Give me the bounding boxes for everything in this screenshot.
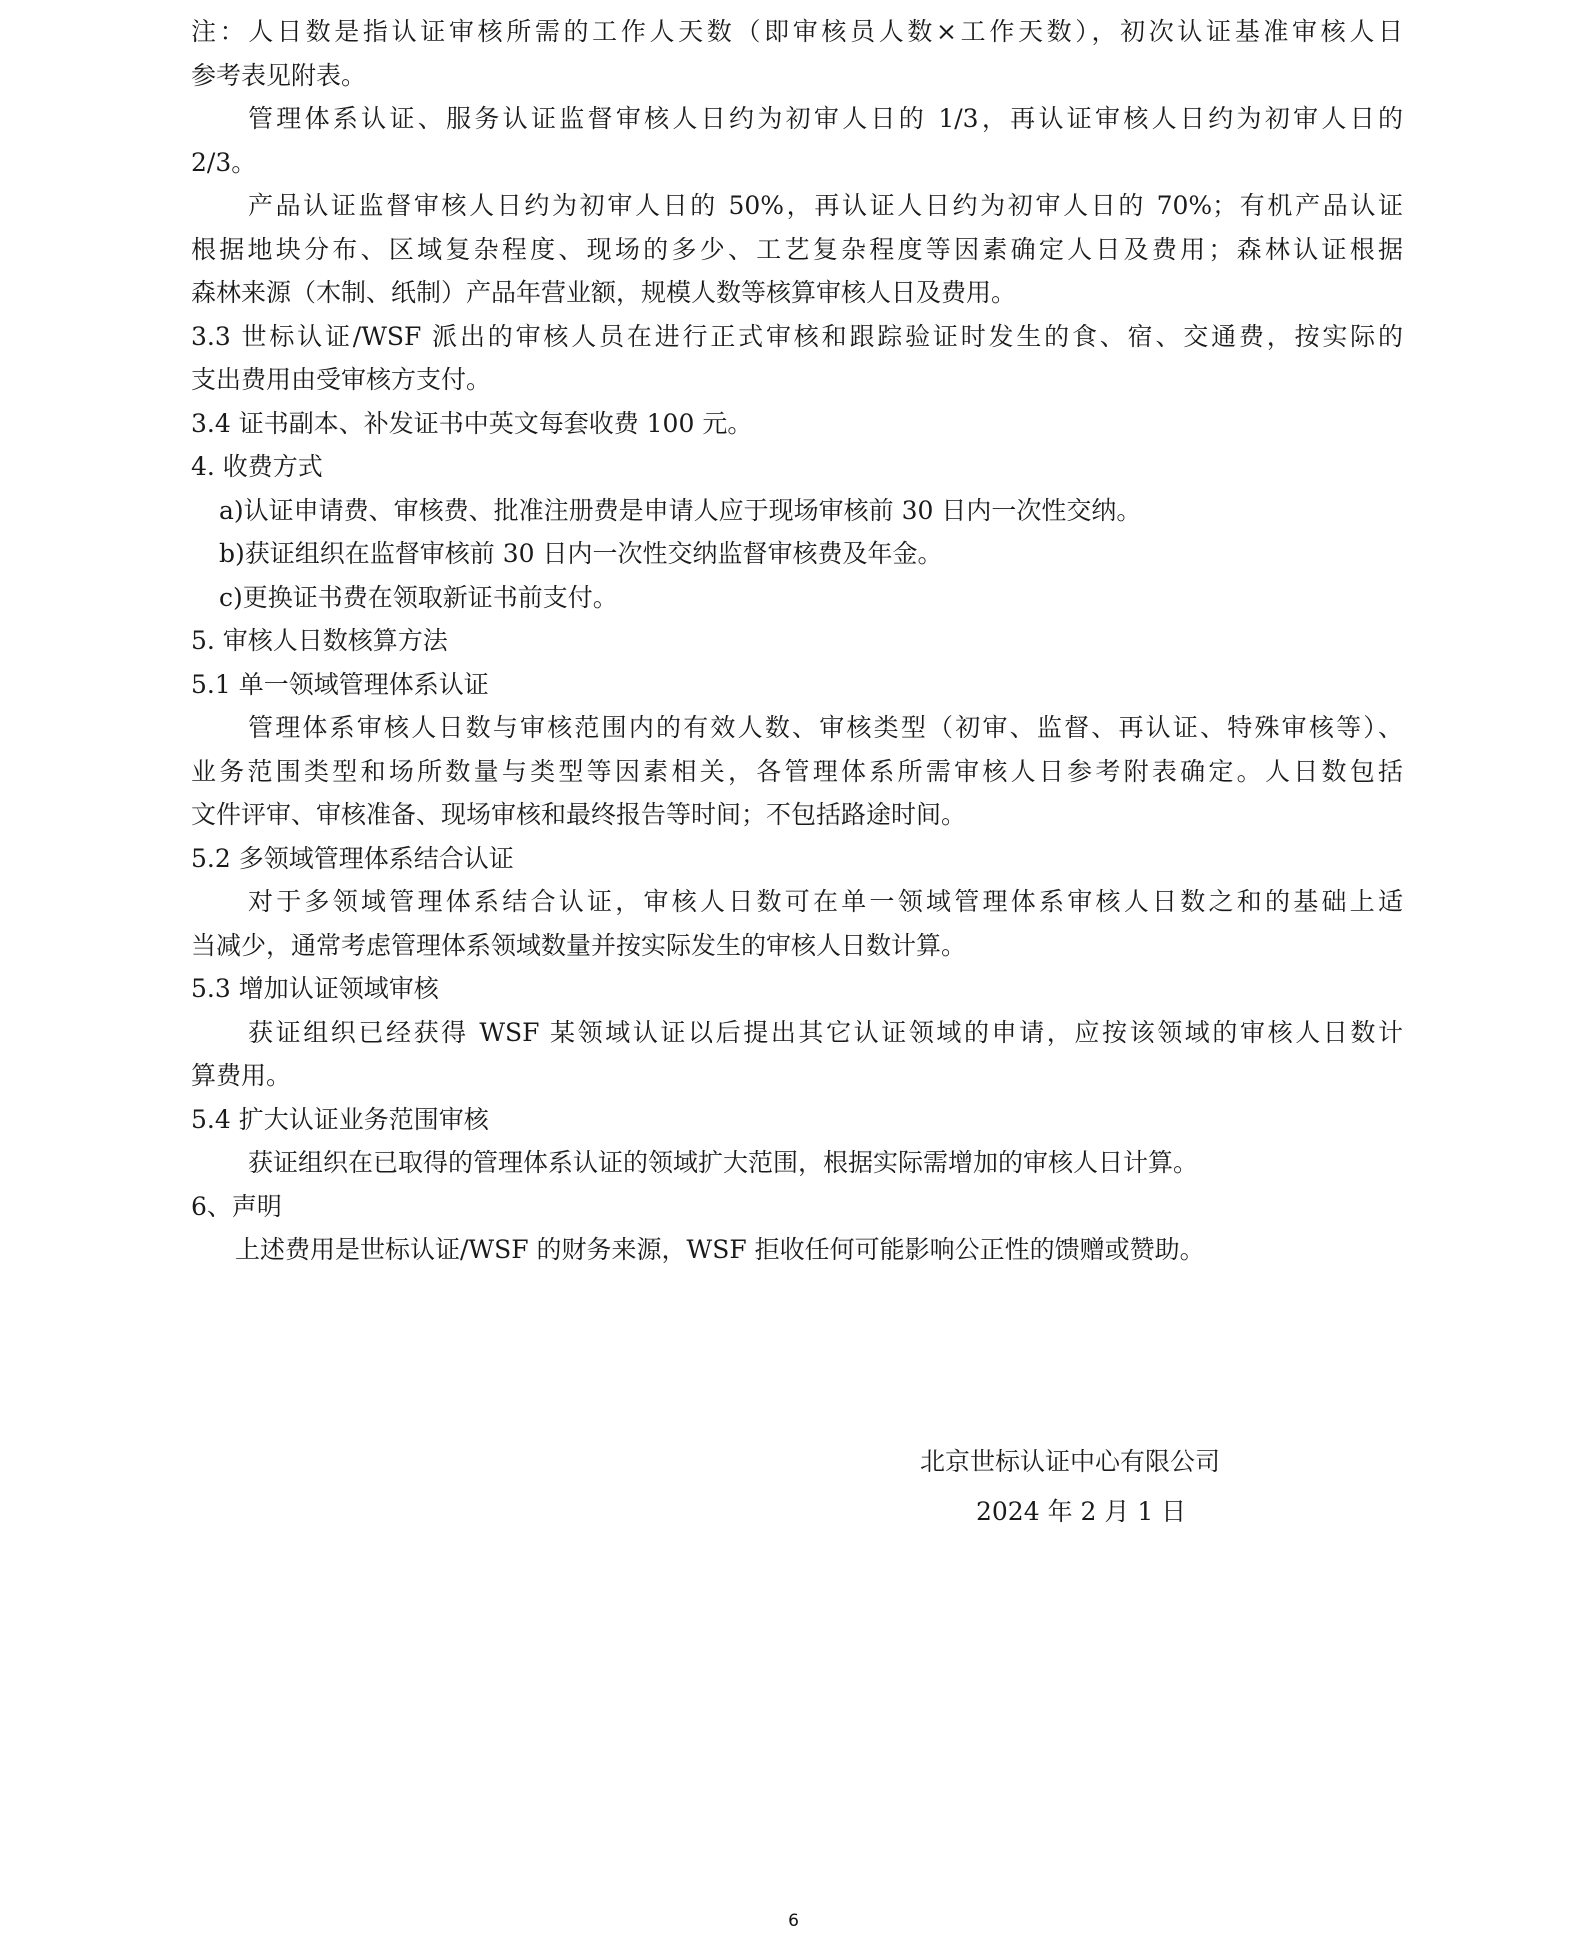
subsection-heading: 5.2 多领域管理体系结合认证 — [191, 843, 514, 873]
paragraph-line: 参考表见附表。 — [191, 60, 367, 90]
subsection-heading: 5.1 单一领域管理体系认证 — [191, 669, 489, 699]
paragraph-line: 对于多领域管理体系结合认证，审核人日数可在单一领域管理体系审核人日数之和的基础上适 — [248, 887, 1403, 916]
signature-organization: 北京世标认证中心有限公司 — [920, 1447, 1221, 1476]
section-heading: 6、声明 — [191, 1191, 282, 1221]
paragraph-line: 文件评审、审核准备、现场审核和最终报告等时间；不包括路途时间。 — [191, 800, 967, 829]
list-item: a)认证申请费、审核费、批准注册费是申请人应于现场审核前 30 日内一次性交纳。 — [219, 495, 1142, 525]
paragraph-line: 根据地块分布、区域复杂程度、现场的多少、工艺复杂程度等因素确定人日及费用；森林认证根据 — [191, 234, 1403, 264]
paragraph-line: 获证组织在已取得的管理体系认证的领域扩大范围，根据实际需增加的审核人日计算。 — [248, 1148, 1199, 1177]
paragraph-line: 3.3 世标认证/WSF 派出的审核人员在进行正式审核和跟踪验证时发生的食、宿、交通费，按实际的 — [191, 321, 1403, 351]
list-item: b)获证组织在监督审核前 30 日内一次性交纳监督审核费及年金。 — [219, 539, 943, 568]
section-heading: 4. 收费方式 — [191, 452, 323, 481]
page-number: 6 — [788, 1911, 799, 1931]
subsection-heading: 5.4 扩大认证业务范围审核 — [191, 1104, 489, 1134]
paragraph-line: 3.4 证书副本、补发证书中英文每套收费 100 元。 — [191, 408, 753, 438]
paragraph-line: 业务范围类型和场所数量与类型等因素相关，各管理体系所需审核人日参考附表确定。人日数包括 — [191, 756, 1403, 786]
paragraph-line: 算费用。 — [191, 1061, 292, 1090]
paragraph-line: 管理体系审核人日数与审核范围内的有效人数、审核类型（初审、监督、再认证、特殊审核等）、 — [248, 713, 1403, 742]
paragraph-line: 当减少，通常考虑管理体系领域数量并按实际发生的审核人日数计算。 — [191, 930, 967, 960]
paragraph-line: 产品认证监督审核人日约为初审人日的 50%，再认证人日约为初审人日的 70%；有机产品认证 — [248, 191, 1403, 220]
list-item: c)更换证书费在领取新证书前支付。 — [219, 582, 618, 612]
paragraph-line: 注：人日数是指认证审核所需的工作人天数（即审核员人数×工作天数），初次认证基准审核人日 — [191, 17, 1403, 46]
paragraph-line: 获证组织已经获得 WSF 某领域认证以后提出其它认证领域的申请，应按该领域的审核人日数计 — [248, 1017, 1403, 1047]
paragraph-line: 森林来源（木制、纸制）产品年营业额，规模人数等核算审核人日及费用。 — [191, 278, 1017, 307]
paragraph-line: 管理体系认证、服务认证监督审核人日约为初审人日的 1/3，再认证审核人日约为初审人日的 — [248, 104, 1403, 133]
section-heading: 5. 审核人日数核算方法 — [191, 626, 448, 655]
paragraph-line: 上述费用是世标认证/WSF 的财务来源，WSF 拒收任何可能影响公正性的馈赠或赞助。 — [235, 1235, 1205, 1264]
subsection-heading: 5.3 增加认证领域审核 — [191, 974, 439, 1003]
document-body — [191, 10, 1403, 1272]
paragraph-line: 支出费用由受审核方支付。 — [191, 365, 492, 394]
signature-date: 2024 年 2 月 1 日 — [976, 1497, 1187, 1526]
paragraph-line: 2/3。 — [191, 147, 257, 177]
